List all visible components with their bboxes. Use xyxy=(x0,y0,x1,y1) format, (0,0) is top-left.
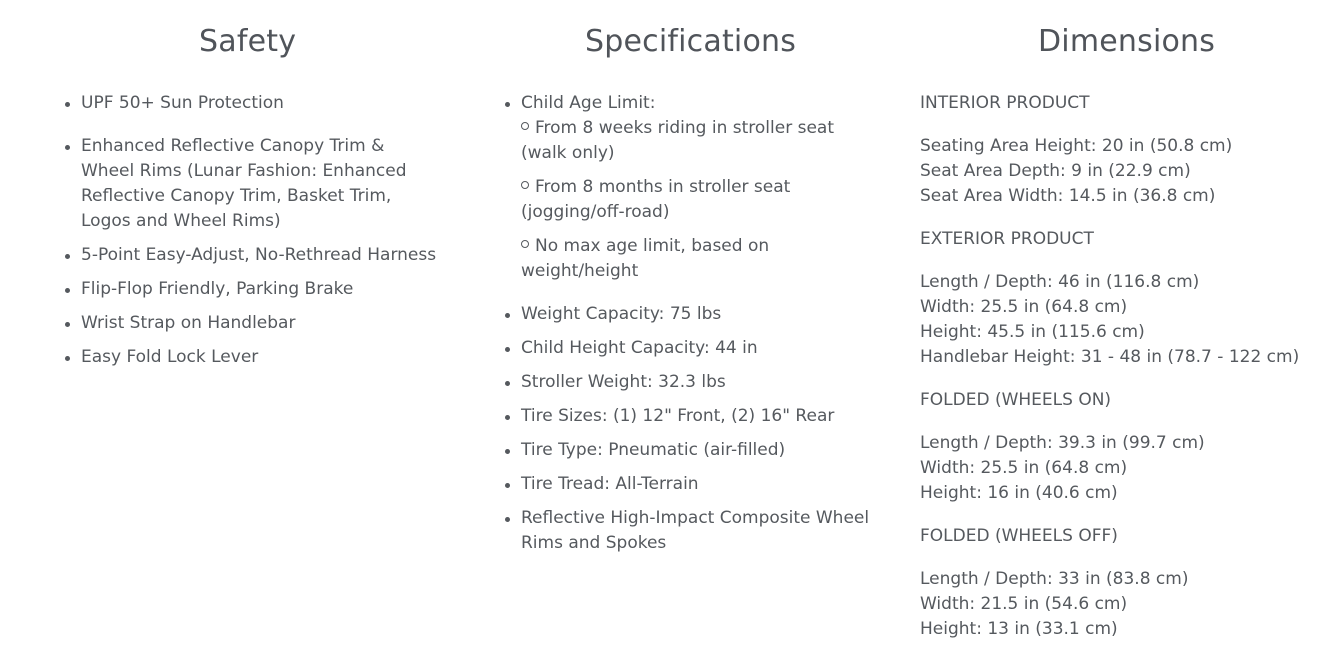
dimensions-section-title: INTERIOR PRODUCT xyxy=(920,93,1090,113)
dimension-line: Length / Depth: 33 in (83.8 cm) xyxy=(920,569,1189,589)
dimension-line: Height: 13 in (33.1 cm) xyxy=(920,619,1118,639)
specifications-heading: Specifications xyxy=(585,24,797,59)
list-item: Tire Type: Pneumatic (air-filled) xyxy=(521,438,883,463)
list-item: Easy Fold Lock Lever xyxy=(81,345,438,370)
dimensions-content xyxy=(920,91,1299,660)
dimensions-section-lines xyxy=(920,431,1299,506)
dimension-line: Height: 16 in (40.6 cm) xyxy=(920,483,1118,503)
list-item: Enhanced Reflective Canopy Trim & Wheel Rims (Lunar Fashion: Enhanced Reflective Canopy Trim, Basket Trim, Logos and Wheel Rims) xyxy=(81,134,438,234)
dimensions-section-lines xyxy=(920,134,1299,209)
list-item: Wrist Strap on Handlebar xyxy=(81,311,438,336)
list-item: Tire Tread: All-Terrain xyxy=(521,472,883,497)
list-item: UPF 50+ Sun Protection xyxy=(81,91,438,116)
sub-list-item-text: From 8 weeks riding in stroller seat (walk only) xyxy=(521,118,835,163)
child-age-label: Child Age Limit: xyxy=(521,93,656,113)
dimension-line: Width: 25.5 in (64.8 cm) xyxy=(920,458,1128,478)
dimension-line: Length / Depth: 46 in (116.8 cm) xyxy=(920,272,1200,292)
list-item: Reflective High-Impact Composite Wheel Rims and Spokes xyxy=(521,506,883,556)
dimensions-heading: Dimensions xyxy=(1038,24,1216,59)
dimension-line: Width: 21.5 in (54.6 cm) xyxy=(920,594,1128,614)
hollow-circle-icon xyxy=(521,181,529,189)
sub-list-item xyxy=(521,175,883,225)
sub-list-item xyxy=(521,116,883,166)
dimension-line: Handlebar Height: 31 - 48 in (78.7 - 122 cm) xyxy=(920,347,1300,367)
sub-list-item-text: No max age limit, based on weight/height xyxy=(521,236,770,281)
dimensions-section-title: EXTERIOR PRODUCT xyxy=(920,229,1094,249)
child-age-item xyxy=(521,91,883,284)
hollow-circle-icon xyxy=(521,122,529,130)
dimensions-section-title: FOLDED (WHEELS ON) xyxy=(920,390,1112,410)
list-item: 5-Point Easy-Adjust, No-Rethread Harness xyxy=(81,243,438,268)
dimensions-section-title: FOLDED (WHEELS OFF) xyxy=(920,526,1118,546)
dimension-line: Seat Area Width: 14.5 in (36.8 cm) xyxy=(920,186,1216,206)
dimension-line: Height: 45.5 in (115.6 cm) xyxy=(920,322,1145,342)
dimensions-section-lines xyxy=(920,567,1299,642)
list-item: Flip-Flop Friendly, Parking Brake xyxy=(81,277,438,302)
dimensions-section-lines xyxy=(920,270,1299,370)
hollow-circle-icon xyxy=(521,240,529,248)
dimension-line: Seat Area Depth: 9 in (22.9 cm) xyxy=(920,161,1191,181)
sub-list-item xyxy=(521,234,883,284)
list-item: Stroller Weight: 32.3 lbs xyxy=(521,370,883,395)
list-item: Tire Sizes: (1) 12" Front, (2) 16" Rear xyxy=(521,404,883,429)
dimension-line: Width: 25.5 in (64.8 cm) xyxy=(920,297,1128,317)
list-item: Child Height Capacity: 44 in xyxy=(521,336,883,361)
specifications-list xyxy=(498,91,883,565)
safety-heading: Safety xyxy=(199,24,297,59)
sub-list-item-text: From 8 months in stroller seat (jogging/off-road) xyxy=(521,177,791,222)
dimension-line: Length / Depth: 39.3 in (99.7 cm) xyxy=(920,433,1205,453)
safety-list xyxy=(58,91,438,379)
list-item: Weight Capacity: 75 lbs xyxy=(521,302,883,327)
dimension-line: Seating Area Height: 20 in (50.8 cm) xyxy=(920,136,1233,156)
